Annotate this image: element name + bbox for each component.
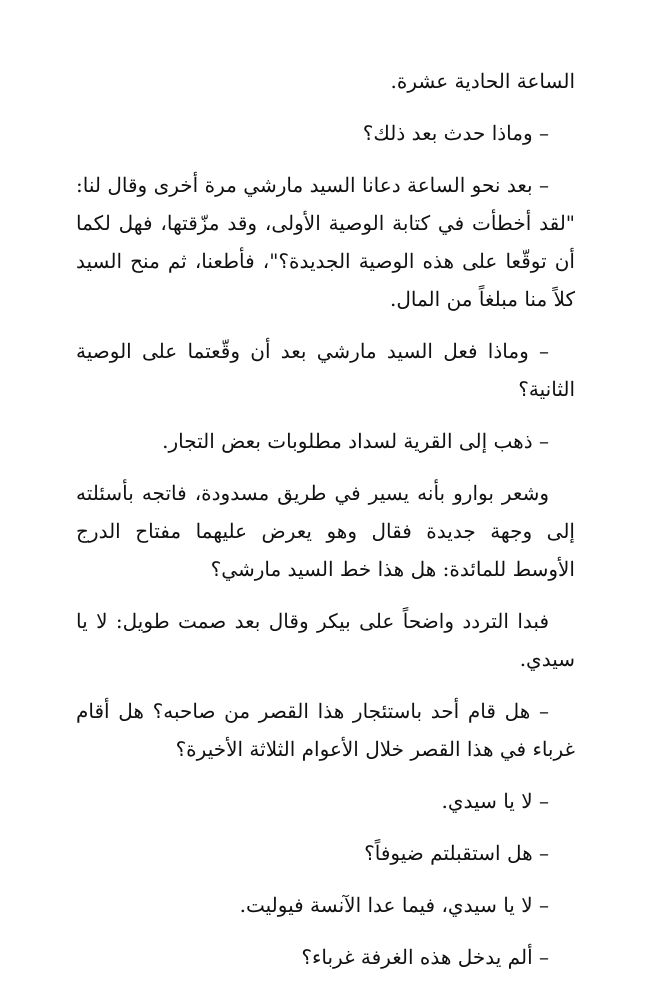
- paragraph-answer-no: – لا يا سيدي.: [441, 789, 549, 813]
- paragraph-answer-violet: – لا يا سيدي، فيما عدا الآنسة فيوليت.: [239, 893, 549, 917]
- paragraph-poirot-key: وشعر بوارو بأنه يسير في طريق مسدودة، فاتجه بأسئلته إلى وجهة جديدة فقال وهو يعرض عليهما مفتاح الدرج الأوسط للمائدة: هل هذا خط السيد مارشي؟: [76, 481, 575, 581]
- paragraph-question-guests: – هل استقبلتم ضيوفاً؟: [364, 841, 549, 865]
- paragraph-time: الساعة الحادية عشرة.: [390, 69, 575, 93]
- paragraph-second-will: – بعد نحو الساعة دعانا السيد مارشي مرة أخرى وقال لنا: "لقد أخطأت في كتابة الوصية الأولى، وقد مزّقتها، فهل لكما أن توقّعا على هذه الوصية الجديدة؟"، فأطعنا، ثم منح السيد كلاً منا مبلغاً من المال.: [76, 173, 575, 311]
- paragraph-went-to-village: – ذهب إلى القرية لسداد مطلوبات بعض التجار.: [162, 429, 549, 453]
- paragraph-baker-hesitation: فبدا التردد واضحاً على بيكر وقال بعد صمت طويل: لا يا سيدي.: [76, 609, 575, 671]
- paragraph-question-after-signing: – وماذا فعل السيد مارشي بعد أن وقّعتما على الوصية الثانية؟: [76, 339, 575, 401]
- book-page: [76, 62, 575, 990]
- paragraph-question-strangers: – ألم يدخل هذه الغرفة غرباء؟: [301, 945, 549, 969]
- paragraph-question-tenants: – هل قام أحد باستئجار هذا القصر من صاحبه؟ هل أقام غرباء في هذا القصر خلال الأعوام الثلاثة الأخيرة؟: [76, 699, 575, 761]
- paragraph-question-what-happened: – وماذا حدث بعد ذلك؟: [362, 121, 549, 145]
